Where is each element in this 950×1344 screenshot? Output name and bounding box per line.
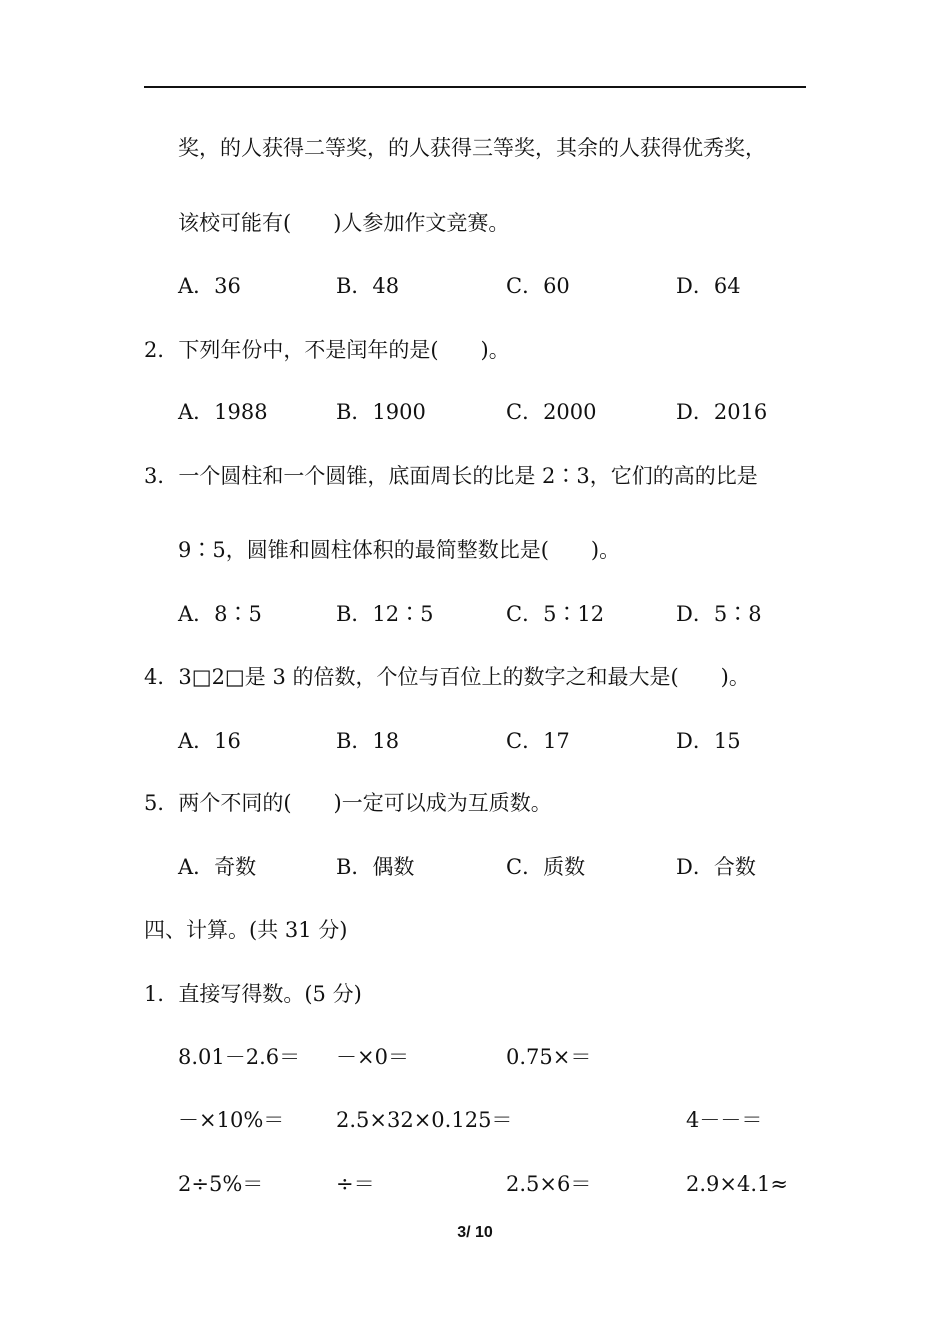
calc-item: 2.5×32×0.125＝ — [336, 1108, 513, 1132]
calc-item: 2.5×6＝ — [506, 1172, 592, 1196]
q4-option-a: A．16 — [178, 729, 241, 753]
q2-option-b: B．1900 — [336, 400, 426, 424]
calc-item: 2÷5%＝ — [178, 1172, 264, 1196]
q2-option-c: C．2000 — [506, 400, 597, 424]
q2-option-d: D．2016 — [676, 400, 768, 424]
calc-item: －×10%＝ — [178, 1108, 285, 1132]
q1-option-d: D．64 — [676, 274, 741, 298]
calc-item: 8.01－2.6＝ — [178, 1045, 301, 1069]
q4-option-c: C．17 — [506, 729, 570, 753]
q3-option-b: B．12∶5 — [336, 602, 434, 626]
q3-option-c: C．5∶12 — [506, 602, 605, 626]
q1-option-b: B．48 — [336, 274, 400, 298]
q5-option-c: C．质数 — [506, 855, 586, 879]
q3-text-line1: 3．一个圆柱和一个圆锥，底面周长的比是 2∶3，它们的高的比是 — [144, 464, 758, 488]
calc-item: 4－－＝ — [686, 1108, 763, 1132]
calc-item: 2.9×4.1≈ — [686, 1172, 788, 1196]
calc-item: 0.75×＝ — [506, 1045, 592, 1069]
page-number: 3/ 10 — [457, 1224, 493, 1241]
calc-item: ÷＝ — [336, 1172, 375, 1196]
q1-text-line2: 该校可能有( )人参加作文竞赛。 — [178, 211, 510, 235]
q5-text: 5．两个不同的( )一定可以成为互质数。 — [144, 791, 552, 815]
calc-item: －×0＝ — [336, 1045, 409, 1069]
q1-text-line1: 奖，的人获得二等奖，的人获得三等奖，其余的人获得优秀奖， — [178, 136, 766, 160]
q3-option-d: D．5∶8 — [676, 602, 762, 626]
q5-option-a: A．奇数 — [178, 855, 257, 879]
q3-text-line2: 9∶5，圆锥和圆柱体积的最简整数比是( )。 — [178, 538, 621, 562]
q2-text: 2．下列年份中，不是闰年的是( )。 — [144, 338, 510, 362]
q4-text: 4．3□2□是 3 的倍数，个位与百位上的数字之和最大是( )。 — [144, 665, 750, 689]
q1-option-a: A．36 — [178, 274, 241, 298]
q4-option-b: B．18 — [336, 729, 400, 753]
q5-option-d: D．合数 — [676, 855, 756, 879]
q3-option-a: A．8∶5 — [178, 602, 262, 626]
q5-option-b: B．偶数 — [336, 855, 415, 879]
q4-option-d: D．15 — [676, 729, 741, 753]
subquestion-title: 1．直接写得数。(5 分) — [144, 982, 362, 1006]
header-rule — [144, 86, 806, 88]
q2-option-a: A．1988 — [178, 400, 268, 424]
section-heading: 四、计算。(共 31 分) — [144, 918, 348, 942]
q1-option-c: C．60 — [506, 274, 570, 298]
